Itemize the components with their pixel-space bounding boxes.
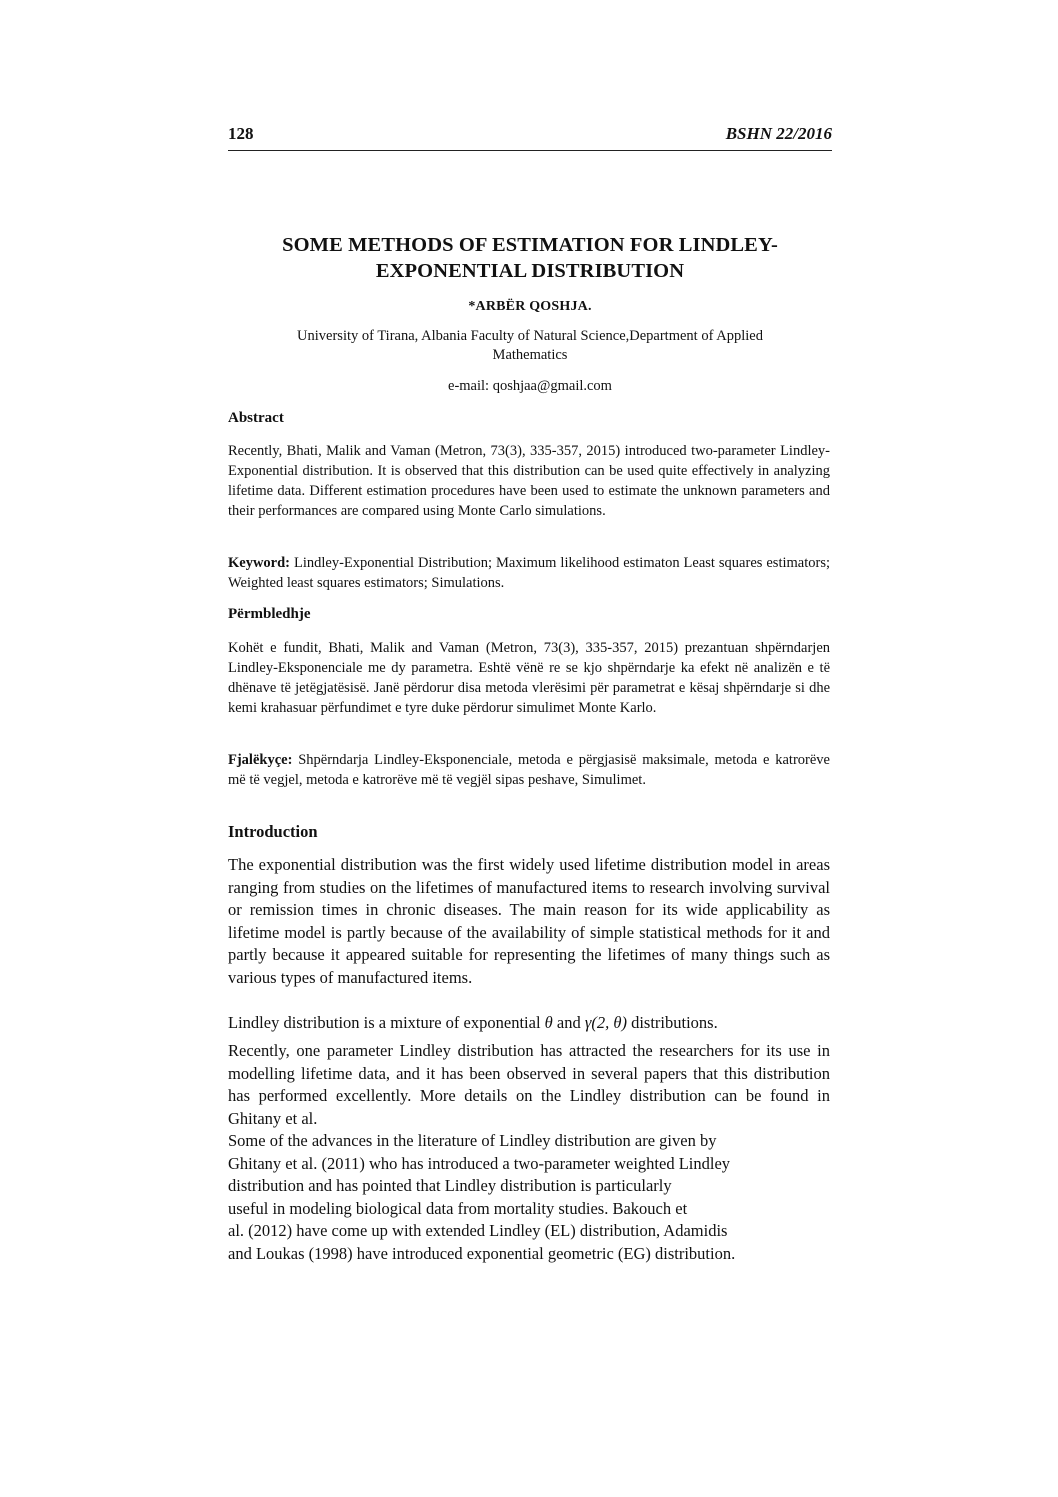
p2-and: and xyxy=(552,1013,585,1032)
permbledhje-keywords xyxy=(228,750,830,790)
abstract-text: Recently, Bhati, Malik and Vaman (Metron, 73(3), 335-357, 2015) introduced two-parameter Lindley-Exponential distribution. It is observed that this distribution can be used quite effectively in analyzing lifetime data. Different estimation procedures have been used to estimate the unknown parameters and their performances are compared using Monte Carlo simulations. xyxy=(228,443,830,519)
fjalekyce-list: Shpërndarja Lindley-Eksponenciale, metoda e përgjasisë maksimale, metoda e katrorëve më të vegjel, metoda e katrorëve më të vegjël sipas peshave, Simulimet. xyxy=(228,752,830,788)
introduction-heading: Introduction xyxy=(228,822,318,841)
affiliation xyxy=(228,327,832,365)
author-name: *ARBËR QOSHJA. xyxy=(468,299,592,314)
title-line-1: SOME METHODS OF ESTIMATION FOR LINDLEY- xyxy=(282,234,778,256)
page-number: 128 xyxy=(228,124,254,143)
abstract-keywords xyxy=(228,553,830,593)
p4-line: distribution and has pointed that Lindley distribution is particularly xyxy=(228,1176,672,1196)
abstract-heading: Abstract xyxy=(228,410,284,426)
fjalekyce-label: Fjalëkyçe: xyxy=(228,752,293,768)
permbledhje-text: Kohët e fundit, Bhati, Malik and Vaman (Metron, 73(3), 335-357, 2015) prezantuan shpërndarjen Lindley-Eksponenciale me dy parametra. Eshtë vënë re se kjo shpërndarje ka efekt në analizën e të dhënave të jetëgjatësisë. Janë përdorur disa metoda vlerësimi për parametrat e kësaj shpërndarje si dhe kemi krahasuar përfundimet e tyre duke përdorur simulimet Monte Karlo. xyxy=(228,640,830,716)
author-email: e-mail: qoshjaa@gmail.com xyxy=(448,378,612,394)
affiliation-line-2: Mathematics xyxy=(492,347,568,363)
gamma-expression: γ(2, θ) xyxy=(584,1013,627,1032)
running-header xyxy=(228,124,832,151)
p2-suffix: distributions. xyxy=(626,1013,718,1032)
intro-paragraph-1: The exponential distribution was the first widely used lifetime distribution model in areas ranging from studies on the lifetimes of manufactured items to research involving survival or remission times in chronic diseases. The main reason for its wide applicability as lifetime model is partly because of the availability of simple statistical methods for it and partly because it appeared suitable for representing the lifetimes of many things such as various types of manufactured items. xyxy=(228,855,830,987)
p4-line: al. (2012) have come up with extended Lindley (EL) distribution, Adamidis xyxy=(228,1221,728,1241)
intro-paragraph-2 xyxy=(228,1012,830,1035)
p4-line: and Loukas (1998) have introduced exponential geometric (EG) distribution. xyxy=(228,1243,736,1263)
p4-line: useful in modeling biological data from mortality studies. Bakouch et xyxy=(228,1198,688,1218)
affiliation-line-1: University of Tirana, Albania Faculty of Natural Science,Department of Applied xyxy=(297,328,763,344)
keyword-label: Keyword: xyxy=(228,555,291,571)
p4-line: Ghitany et al. (2011) who has introduced a two-parameter weighted Lindley xyxy=(228,1153,731,1173)
p2-prefix: Lindley distribution is a mixture of exponential xyxy=(228,1013,545,1032)
journal-reference: BSHN 22/2016 xyxy=(725,124,832,143)
keyword-list: Lindley-Exponential Distribution; Maximum likelihood estimaton Least squares estimators; Weighted least squares estimators; Simulations. xyxy=(228,555,830,591)
permbledhje-heading: Përmbledhje xyxy=(228,606,311,622)
intro-paragraph-4 xyxy=(228,1130,830,1266)
theta-symbol: θ xyxy=(544,1013,553,1032)
intro-paragraph-3: Recently, one parameter Lindley distribution has attracted the researchers for its use in modelling lifetime data, and it has been observed in several papers that this distribution has performed excellently. More details on the Lindley distribution can be found in Ghitany et al. xyxy=(228,1041,830,1128)
p4-line: Some of the advances in the literature of Lindley distribution are given by xyxy=(228,1131,717,1150)
paper-title xyxy=(224,232,836,284)
title-line-2: EXPONENTIAL DISTRIBUTION xyxy=(375,260,685,282)
